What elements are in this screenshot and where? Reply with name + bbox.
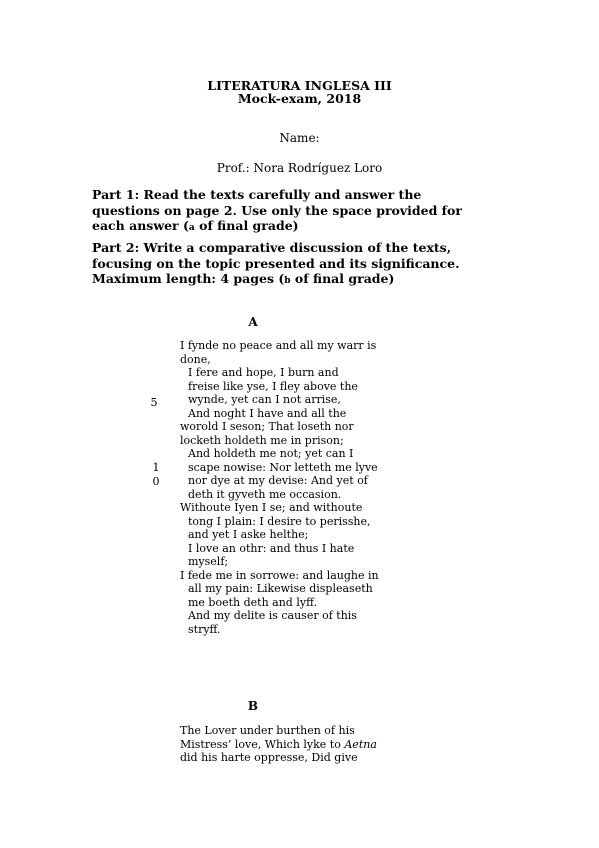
poem-line: me boeth deth and lyff.	[188, 595, 317, 609]
part1-mark: a	[188, 223, 195, 233]
text-b-heading: B	[247, 699, 259, 713]
professor-line: Prof.: Nora Rodríguez Loro	[216, 161, 383, 175]
poem-line-italic: Aetna	[344, 737, 377, 751]
poem-line: I love an othr: and thus I hate	[188, 541, 355, 555]
poem-line: done,	[180, 352, 211, 366]
part2-instructions	[92, 240, 492, 290]
poem-line-text: Mistress’ love, Which lyke to	[180, 737, 345, 751]
line-number: 0	[152, 475, 160, 488]
poem-line: wynde, yet can I not arrise,	[188, 393, 341, 406]
part1-end: of final grade)	[194, 218, 299, 233]
part2-text: Part 2: Write a comparative discussion of the texts, focusing on the topic presented and its significance. Maximum length: 4 pages (	[92, 240, 460, 286]
poem-line: I fere and hope, I burn and	[188, 366, 339, 379]
exam-subtitle: Mock-exam, 2018	[237, 91, 362, 106]
part1-instructions	[92, 187, 492, 237]
poem-line: tong I plain: I desire to perisshe,	[188, 514, 371, 528]
part2-end: of final grade)	[290, 271, 395, 286]
poem-line: all my pain: Likewise displeaseth	[188, 582, 373, 595]
poem-line: And my delite is causer of this	[188, 609, 357, 622]
poem-line: And holdeth me not; yet can I	[188, 447, 354, 460]
part1-text: Part 1: Read the texts carefully and answer the questions on page 2. Use only the space provided for each answer (	[92, 187, 462, 233]
poem-line: Withoute Iyen I se; and withoute	[180, 501, 363, 514]
poem-line: I fede me in sorrowe: and laughe in	[180, 568, 379, 582]
poem-line: deth it gyveth me occasion.	[188, 487, 342, 501]
poem-line	[180, 738, 395, 752]
poem-line: myself;	[188, 555, 229, 568]
poem-line: I fynde no peace and all my warr is	[180, 339, 377, 352]
line-number: 1	[152, 461, 160, 474]
poem-line: And noght I have and all the	[188, 406, 347, 420]
poem-line: and yet I aske helthe;	[188, 528, 309, 541]
poem-line: did his harte oppresse, Did give	[180, 751, 358, 764]
poem-line: worold I seson; That loseth nor	[180, 420, 354, 433]
text-a-heading: A	[248, 315, 258, 329]
text-b-poem	[180, 724, 395, 765]
poem-line: The Lover under burthen of his	[180, 724, 355, 737]
poem-line: scape nowise: Nor letteth me lyve	[188, 460, 378, 474]
poem-line: nor dye at my devise: And yet of	[188, 474, 368, 487]
text-a-poem	[180, 339, 395, 636]
poem-line: locketh holdeth me in prison;	[180, 433, 344, 447]
poem-line: stryff.	[188, 622, 221, 636]
part2-mark: b	[284, 276, 291, 286]
name-label: Name:	[279, 131, 320, 145]
line-number: 5	[150, 396, 158, 409]
poem-line: freise like yse, I fley above the	[188, 379, 358, 393]
exam-title: LITERATURA INGLESA III	[207, 78, 392, 93]
